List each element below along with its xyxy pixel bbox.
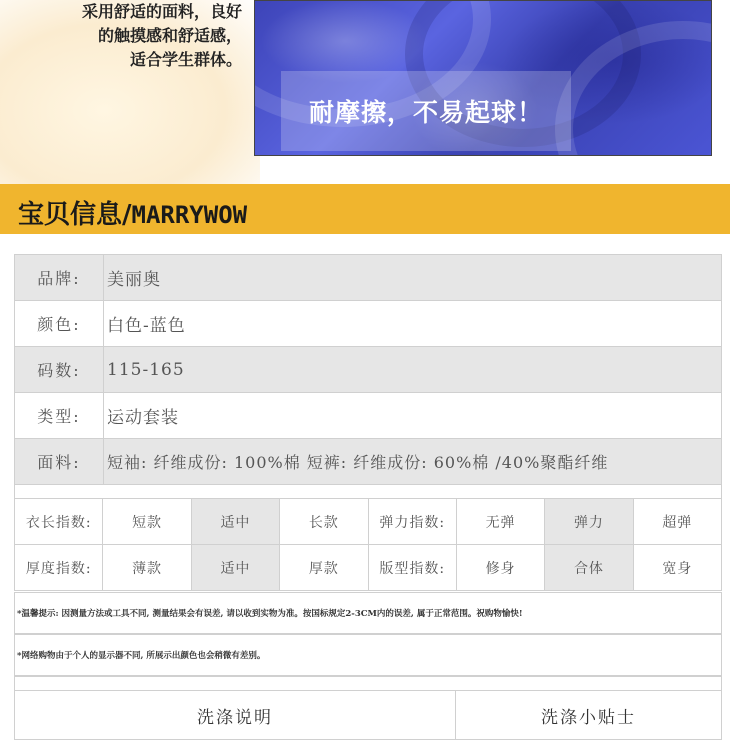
index-option-selected: 合体: [545, 545, 633, 591]
fabric-photo: [254, 0, 712, 156]
info-value: 运动套装: [107, 408, 179, 428]
index-grid: [14, 498, 722, 591]
index-option: 超弹: [633, 499, 721, 545]
slogan-line: 的触摸感和舒适感，: [97, 26, 242, 45]
index-row-thickness-fit: [15, 545, 722, 591]
info-row-type: [14, 392, 722, 438]
info-row-fabric: [14, 438, 722, 484]
index-row-length-elasticity: [15, 499, 722, 545]
slogan-line: 适合学生群体。: [129, 50, 242, 69]
section-title-cn: 宝贝信息/: [18, 200, 132, 230]
table-spacer: [14, 676, 722, 690]
index-option: 长款: [280, 499, 368, 545]
index-label: 厚度指数:: [15, 545, 103, 591]
info-label: 品牌:: [15, 255, 104, 300]
fabric-caption: 耐摩擦，不易起球！: [281, 71, 571, 151]
index-option: 短款: [103, 499, 191, 545]
info-label: 颜色:: [15, 301, 104, 346]
info-row-brand: [14, 254, 722, 300]
info-label: 面料:: [15, 439, 104, 484]
wash-instructions-header: 洗涤说明: [14, 690, 456, 740]
info-value: 短袖: 纤维成份: 100%棉 短裤: 纤维成份: 60%棉 /40%聚酯纤维: [107, 453, 609, 472]
product-banner: [0, 0, 730, 184]
index-option-selected: 弹力: [545, 499, 633, 545]
table-spacer: [14, 484, 722, 498]
section-title-en: MARRYWOW: [131, 201, 248, 229]
slogan-text: [82, 0, 242, 72]
info-value: 白色-蓝色: [107, 316, 186, 336]
index-option: 薄款: [103, 545, 191, 591]
index-option: 无弹: [456, 499, 544, 545]
index-option: 厚款: [280, 545, 368, 591]
measurement-note: *温馨提示: 因测量方法或工具不同, 测量结果会有误差, 请以收到实物为准。按国标规定2-3CM内的误差, 属于正常范围。祝购物愉快!: [14, 592, 722, 634]
product-info-table: [14, 254, 722, 498]
color-note: *网络购物由于个人的显示器不同, 所展示出颜色也会稍微有差别。: [14, 634, 722, 676]
index-label: 衣长指数:: [15, 499, 103, 545]
slogan-line: 采用舒适的面料，良好: [81, 2, 242, 21]
index-option-selected: 适中: [191, 545, 279, 591]
section-header: [0, 184, 730, 234]
info-row-size: [14, 346, 722, 392]
index-option-selected: 适中: [191, 499, 279, 545]
info-row-color: [14, 300, 722, 346]
wash-tips-header: 洗涤小贴士: [455, 690, 722, 740]
info-value: 美丽奥: [107, 270, 161, 290]
index-option: 修身: [456, 545, 544, 591]
index-option: 宽身: [633, 545, 721, 591]
section-title: [18, 194, 247, 231]
info-label: 码数:: [15, 347, 104, 392]
index-label: 弹力指数:: [368, 499, 456, 545]
index-label: 版型指数:: [368, 545, 456, 591]
info-value: 115-165: [107, 359, 185, 380]
info-label: 类型:: [15, 393, 104, 438]
